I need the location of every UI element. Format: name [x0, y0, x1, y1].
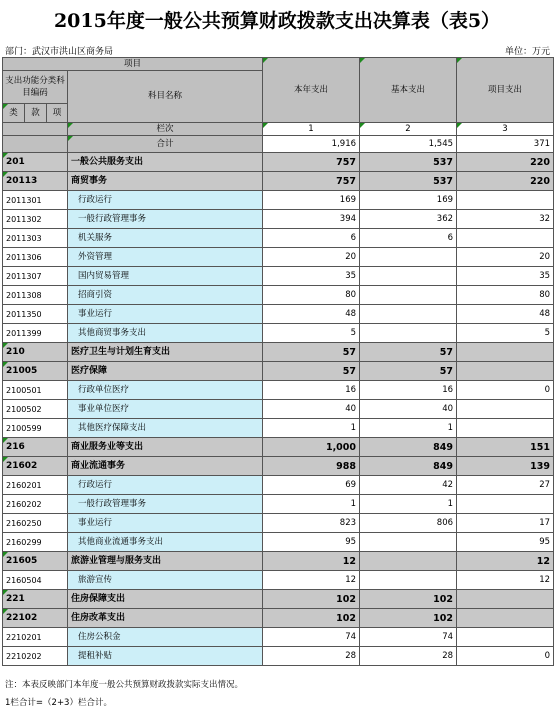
- table-row: [3, 381, 554, 400]
- row-code: 201: [3, 153, 68, 172]
- total-label: 合计: [68, 136, 263, 153]
- row-col2: 102: [360, 590, 457, 609]
- row-col1: 988: [263, 457, 360, 476]
- table-row: [3, 514, 554, 533]
- row-col2: 849: [360, 438, 457, 457]
- row-name: 住房公积金: [68, 628, 263, 647]
- row-col3: 12: [457, 571, 554, 590]
- row-col3: 17: [457, 514, 554, 533]
- group-row: [3, 438, 554, 457]
- note-line-1: 注：本表反映部门本年度一般公共预算财政拨款实际支出情况。: [5, 680, 244, 690]
- header-name: 科目名称: [68, 71, 263, 123]
- table-row: [3, 400, 554, 419]
- row-name: 事业运行: [68, 305, 263, 324]
- row-name: 机关服务: [68, 229, 263, 248]
- row-col1: 12: [263, 571, 360, 590]
- row-col1: 57: [263, 343, 360, 362]
- row-col1: 12: [263, 552, 360, 571]
- row-col3: 32: [457, 210, 554, 229]
- row-name: 一般行政管理事务: [68, 210, 263, 229]
- row-col3: [457, 609, 554, 628]
- row-col1: 40: [263, 400, 360, 419]
- row-col1: 757: [263, 153, 360, 172]
- row-col1: 823: [263, 514, 360, 533]
- row-code: 2011350: [3, 305, 68, 324]
- header-kuan: 款: [25, 104, 47, 123]
- row-code: 2160250: [3, 514, 68, 533]
- row-code: 2011308: [3, 286, 68, 305]
- row-col2: 169: [360, 191, 457, 210]
- row-col3: 80: [457, 286, 554, 305]
- row-col2: 102: [360, 609, 457, 628]
- header-col3: 项目支出: [457, 58, 554, 123]
- row-col2: [360, 533, 457, 552]
- table-row: [3, 419, 554, 438]
- row-col3: 139: [457, 457, 554, 476]
- budget-table: [2, 57, 554, 666]
- col-number-1: 1: [263, 123, 360, 136]
- row-code: 2011301: [3, 191, 68, 210]
- row-name: 一般行政管理事务: [68, 495, 263, 514]
- row-code: 2011307: [3, 267, 68, 286]
- table-row: [3, 571, 554, 590]
- row-col3: 5: [457, 324, 554, 343]
- row-name: 行政单位医疗: [68, 381, 263, 400]
- row-code: 2011302: [3, 210, 68, 229]
- row-col1: 6: [263, 229, 360, 248]
- col-number-3: 3: [457, 123, 554, 136]
- table-row: [3, 210, 554, 229]
- row-col1: 35: [263, 267, 360, 286]
- group-row: [3, 153, 554, 172]
- header-row-1: [3, 58, 554, 71]
- row-name: 其他商业流通事务支出: [68, 533, 263, 552]
- header-lei: 类: [3, 104, 25, 123]
- row-col3: 95: [457, 533, 554, 552]
- department-label: 部门：武汉市洪山区商务局: [5, 47, 114, 57]
- row-col2: [360, 248, 457, 267]
- row-col3: 35: [457, 267, 554, 286]
- row-col3: 48: [457, 305, 554, 324]
- row-code: 2011303: [3, 229, 68, 248]
- table-row: [3, 248, 554, 267]
- header-col2: 基本支出: [360, 58, 457, 123]
- row-col1: 57: [263, 362, 360, 381]
- row-col3: [457, 590, 554, 609]
- header-func-code: 支出功能分类科目编码: [3, 71, 68, 104]
- table-row: [3, 628, 554, 647]
- row-col2: [360, 552, 457, 571]
- row-col2: 1: [360, 419, 457, 438]
- header-xiang: 项: [47, 104, 68, 123]
- group-row: [3, 343, 554, 362]
- table-row: [3, 229, 554, 248]
- group-row: [3, 590, 554, 609]
- row-col3: [457, 400, 554, 419]
- row-col1: 394: [263, 210, 360, 229]
- row-col1: 102: [263, 609, 360, 628]
- table-row: [3, 324, 554, 343]
- row-name: 商业服务业等支出: [68, 438, 263, 457]
- row-col1: 757: [263, 172, 360, 191]
- row-col2: 57: [360, 343, 457, 362]
- row-col2: 806: [360, 514, 457, 533]
- row-code: 22102: [3, 609, 68, 628]
- total-row: [3, 136, 554, 153]
- row-name: 商业流通事务: [68, 457, 263, 476]
- row-code: 2100501: [3, 381, 68, 400]
- row-col1: 169: [263, 191, 360, 210]
- table-row: [3, 267, 554, 286]
- row-name: 事业运行: [68, 514, 263, 533]
- row-col2: 40: [360, 400, 457, 419]
- row-name: 一般公共服务支出: [68, 153, 263, 172]
- group-row: [3, 457, 554, 476]
- row-col2: 537: [360, 172, 457, 191]
- table-row: [3, 533, 554, 552]
- lanci-label: 栏次: [68, 123, 263, 136]
- row-col1: 28: [263, 647, 360, 666]
- row-code: 2160202: [3, 495, 68, 514]
- row-code: 2210202: [3, 647, 68, 666]
- row-col3: 0: [457, 647, 554, 666]
- group-row: [3, 172, 554, 191]
- row-name: 行政运行: [68, 191, 263, 210]
- row-code: 21602: [3, 457, 68, 476]
- row-col3: [457, 191, 554, 210]
- row-code: 21005: [3, 362, 68, 381]
- row-name: 其他商贸事务支出: [68, 324, 263, 343]
- row-name: 住房保障支出: [68, 590, 263, 609]
- total-col2: 1,545: [360, 136, 457, 153]
- row-col2: 537: [360, 153, 457, 172]
- row-col1: 1: [263, 495, 360, 514]
- row-col3: 220: [457, 153, 554, 172]
- row-col1: 74: [263, 628, 360, 647]
- row-code: 2011399: [3, 324, 68, 343]
- table-row: [3, 495, 554, 514]
- row-col2: [360, 286, 457, 305]
- row-name: 国内贸易管理: [68, 267, 263, 286]
- table-row: [3, 286, 554, 305]
- row-col2: [360, 305, 457, 324]
- group-row: [3, 609, 554, 628]
- row-col1: 102: [263, 590, 360, 609]
- table-row: [3, 305, 554, 324]
- row-col1: 5: [263, 324, 360, 343]
- row-col3: [457, 419, 554, 438]
- row-col2: 1: [360, 495, 457, 514]
- row-col1: 48: [263, 305, 360, 324]
- row-name: 其他医疗保障支出: [68, 419, 263, 438]
- row-col3: [457, 495, 554, 514]
- row-col2: [360, 571, 457, 590]
- row-code: 2210201: [3, 628, 68, 647]
- lanci-row: [3, 123, 554, 136]
- total-col1: 1,916: [263, 136, 360, 153]
- row-col1: 69: [263, 476, 360, 495]
- row-name: 行政运行: [68, 476, 263, 495]
- total-blank: [3, 136, 68, 153]
- lanci-blank: [3, 123, 68, 136]
- row-col3: [457, 362, 554, 381]
- row-name: 医疗保障: [68, 362, 263, 381]
- header-col1: 本年支出: [263, 58, 360, 123]
- row-name: 商贸事务: [68, 172, 263, 191]
- row-col2: 6: [360, 229, 457, 248]
- unit-label: 单位：万元: [504, 47, 550, 57]
- table-row: [3, 476, 554, 495]
- row-col3: 27: [457, 476, 554, 495]
- header-item: 项目: [3, 58, 263, 71]
- row-code: 2011306: [3, 248, 68, 267]
- row-col3: [457, 628, 554, 647]
- row-col2: [360, 324, 457, 343]
- row-col3: 0: [457, 381, 554, 400]
- row-name: 事业单位医疗: [68, 400, 263, 419]
- row-col1: 16: [263, 381, 360, 400]
- row-code: 210: [3, 343, 68, 362]
- row-col2: 74: [360, 628, 457, 647]
- page-title: 2015年度一般公共预算财政拨款支出决算表（表5）: [53, 10, 501, 32]
- row-col2: 42: [360, 476, 457, 495]
- row-col3: 20: [457, 248, 554, 267]
- row-name: 住房改革支出: [68, 609, 263, 628]
- row-name: 招商引资: [68, 286, 263, 305]
- row-col2: 16: [360, 381, 457, 400]
- row-name: 旅游宣传: [68, 571, 263, 590]
- col-number-2: 2: [360, 123, 457, 136]
- row-col1: 1,000: [263, 438, 360, 457]
- row-code: 2160504: [3, 571, 68, 590]
- row-code: 2160299: [3, 533, 68, 552]
- row-col3: 151: [457, 438, 554, 457]
- row-col2: 849: [360, 457, 457, 476]
- row-code: 2160201: [3, 476, 68, 495]
- row-col2: 28: [360, 647, 457, 666]
- row-name: 医疗卫生与计划生育支出: [68, 343, 263, 362]
- table-row: [3, 647, 554, 666]
- row-name: 外资管理: [68, 248, 263, 267]
- row-col1: 20: [263, 248, 360, 267]
- row-col2: 57: [360, 362, 457, 381]
- note-line-2: 1栏合计=（2+3）栏合计。: [5, 698, 112, 708]
- row-col2: 362: [360, 210, 457, 229]
- row-col1: 95: [263, 533, 360, 552]
- row-code: 221: [3, 590, 68, 609]
- row-col3: [457, 343, 554, 362]
- row-col3: 12: [457, 552, 554, 571]
- total-col3: 371: [457, 136, 554, 153]
- row-col1: 1: [263, 419, 360, 438]
- row-name: 旅游业管理与服务支出: [68, 552, 263, 571]
- group-row: [3, 552, 554, 571]
- row-name: 提租补贴: [68, 647, 263, 666]
- table-row: [3, 191, 554, 210]
- row-col3: 220: [457, 172, 554, 191]
- group-row: [3, 362, 554, 381]
- row-code: 20113: [3, 172, 68, 191]
- row-col3: [457, 229, 554, 248]
- row-code: 2100502: [3, 400, 68, 419]
- row-code: 21605: [3, 552, 68, 571]
- row-code: 216: [3, 438, 68, 457]
- row-col1: 80: [263, 286, 360, 305]
- row-col2: [360, 267, 457, 286]
- row-code: 2100599: [3, 419, 68, 438]
